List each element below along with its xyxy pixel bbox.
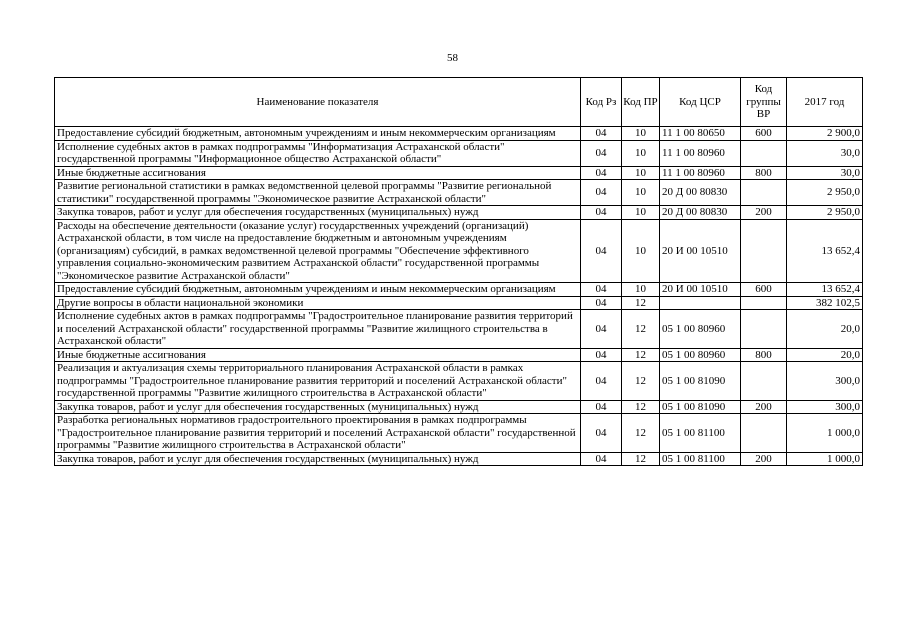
table-row	[55, 140, 863, 166]
row-amount: 20,0	[787, 348, 863, 362]
table-header-row	[55, 78, 863, 127]
row-vr	[741, 296, 787, 310]
row-rz: 04	[581, 414, 622, 453]
row-name: Иные бюджетные ассигнования	[55, 348, 581, 362]
row-vr	[741, 362, 787, 401]
table-row	[55, 219, 863, 283]
row-vr	[741, 140, 787, 166]
row-pr: 12	[622, 348, 660, 362]
row-amount: 300,0	[787, 362, 863, 401]
row-amount: 2 950,0	[787, 206, 863, 220]
row-name: Предоставление субсидий бюджетным, автономным учреждениям и иным некоммерческим организациям	[55, 283, 581, 297]
row-pr: 10	[622, 206, 660, 220]
row-csr: 05 1 00 81100	[660, 452, 741, 466]
row-name: Реализация и актуализация схемы территориального планирования Астраханской области в рамках подпрограммы "Градостроительное планирование развития территорий и поселений Астраханской области" государственной программы "Развитие жилищного строительства в Астраханской области"	[55, 362, 581, 401]
row-rz: 04	[581, 219, 622, 283]
row-csr: 05 1 00 81100	[660, 414, 741, 453]
row-pr: 10	[622, 166, 660, 180]
row-pr: 12	[622, 452, 660, 466]
row-rz: 04	[581, 310, 622, 349]
row-csr: 11 1 00 80960	[660, 140, 741, 166]
row-amount: 1 000,0	[787, 452, 863, 466]
row-amount: 1 000,0	[787, 414, 863, 453]
header-name: Наименование показателя	[55, 78, 581, 127]
table-row	[55, 348, 863, 362]
row-vr	[741, 310, 787, 349]
row-csr: 20 И 00 10510	[660, 283, 741, 297]
header-pr: Код ПР	[622, 78, 660, 127]
row-rz: 04	[581, 127, 622, 141]
table-row	[55, 166, 863, 180]
row-name: Исполнение судебных актов в рамках подпрограммы "Информатизация Астраханской области" государственной программы "Информационное общество Астраханской области"	[55, 140, 581, 166]
row-csr: 20 И 00 10510	[660, 219, 741, 283]
page-number: 58	[447, 52, 458, 64]
row-amount: 382 102,5	[787, 296, 863, 310]
header-rz: Код Рз	[581, 78, 622, 127]
table-row	[55, 283, 863, 297]
row-vr: 200	[741, 400, 787, 414]
row-rz: 04	[581, 206, 622, 220]
row-name: Исполнение судебных актов в рамках подпрограммы "Градостроительное планирование развития территорий и поселений Астраханской области" государственной программы "Развитие жилищного строительства в Астраханской области"	[55, 310, 581, 349]
row-vr: 600	[741, 283, 787, 297]
row-name: Иные бюджетные ассигнования	[55, 166, 581, 180]
row-pr: 12	[622, 414, 660, 453]
header-vr: Код группы ВР	[741, 78, 787, 127]
table-row	[55, 296, 863, 310]
row-csr: 05 1 00 81090	[660, 400, 741, 414]
row-amount: 30,0	[787, 166, 863, 180]
row-pr: 10	[622, 283, 660, 297]
row-rz: 04	[581, 452, 622, 466]
table-row	[55, 310, 863, 349]
row-vr: 800	[741, 166, 787, 180]
row-name: Развитие региональной статистики в рамках ведомственной целевой программы "Развитие региональной статистики" государственной программы "Экономическое развитие Астраханской области"	[55, 180, 581, 206]
budget-table	[54, 77, 863, 466]
row-vr	[741, 414, 787, 453]
row-csr: 05 1 00 81090	[660, 362, 741, 401]
row-vr: 600	[741, 127, 787, 141]
header-year: 2017 год	[787, 78, 863, 127]
row-rz: 04	[581, 140, 622, 166]
row-pr: 12	[622, 362, 660, 401]
row-amount: 13 652,4	[787, 283, 863, 297]
table-row	[55, 127, 863, 141]
row-csr: 20 Д 00 80830	[660, 206, 741, 220]
row-pr: 10	[622, 140, 660, 166]
row-pr: 12	[622, 400, 660, 414]
row-vr	[741, 219, 787, 283]
row-rz: 04	[581, 180, 622, 206]
row-vr: 200	[741, 452, 787, 466]
row-pr: 10	[622, 180, 660, 206]
table-row	[55, 452, 863, 466]
row-name: Расходы на обеспечение деятельности (оказание услуг) государственных учреждений (организаций) Астраханской области, в том числе на предоставление бюджетным и автономным учреждениям (организациям) субсидий, в рамках ведомственной целевой программы "Обеспечение эффективного управления социально-экономическим развитием Астраханской области" государственной программы "Экономическое развитие Астраханской области"	[55, 219, 581, 283]
row-name: Другие вопросы в области национальной экономики	[55, 296, 581, 310]
row-rz: 04	[581, 400, 622, 414]
row-name: Закупка товаров, работ и услуг для обеспечения государственных (муниципальных) нужд	[55, 452, 581, 466]
row-vr: 200	[741, 206, 787, 220]
header-csr: Код ЦСР	[660, 78, 741, 127]
table-row	[55, 180, 863, 206]
row-csr: 11 1 00 80650	[660, 127, 741, 141]
row-amount: 2 950,0	[787, 180, 863, 206]
row-csr: 20 Д 00 80830	[660, 180, 741, 206]
table-row	[55, 414, 863, 453]
row-rz: 04	[581, 166, 622, 180]
row-rz: 04	[581, 362, 622, 401]
table-row	[55, 206, 863, 220]
row-amount: 13 652,4	[787, 219, 863, 283]
row-amount: 30,0	[787, 140, 863, 166]
row-pr: 10	[622, 127, 660, 141]
row-name: Закупка товаров, работ и услуг для обеспечения государственных (муниципальных) нужд	[55, 206, 581, 220]
row-name: Предоставление субсидий бюджетным, автономным учреждениям и иным некоммерческим организациям	[55, 127, 581, 141]
row-csr	[660, 296, 741, 310]
row-name: Разработка региональных нормативов градостроительного проектирования в рамках подпрограммы "Градостроительное планирование развития территорий и поселений Астраханской области" государственной программы "Развитие жилищного строительства в Астраханской области"	[55, 414, 581, 453]
row-csr: 05 1 00 80960	[660, 310, 741, 349]
row-csr: 11 1 00 80960	[660, 166, 741, 180]
row-rz: 04	[581, 348, 622, 362]
row-vr: 800	[741, 348, 787, 362]
table-row	[55, 400, 863, 414]
row-vr	[741, 180, 787, 206]
row-amount: 300,0	[787, 400, 863, 414]
row-pr: 10	[622, 219, 660, 283]
row-pr: 12	[622, 310, 660, 349]
table-row	[55, 362, 863, 401]
row-name: Закупка товаров, работ и услуг для обеспечения государственных (муниципальных) нужд	[55, 400, 581, 414]
row-pr: 12	[622, 296, 660, 310]
row-amount: 20,0	[787, 310, 863, 349]
row-csr: 05 1 00 80960	[660, 348, 741, 362]
row-rz: 04	[581, 296, 622, 310]
row-amount: 2 900,0	[787, 127, 863, 141]
row-rz: 04	[581, 283, 622, 297]
